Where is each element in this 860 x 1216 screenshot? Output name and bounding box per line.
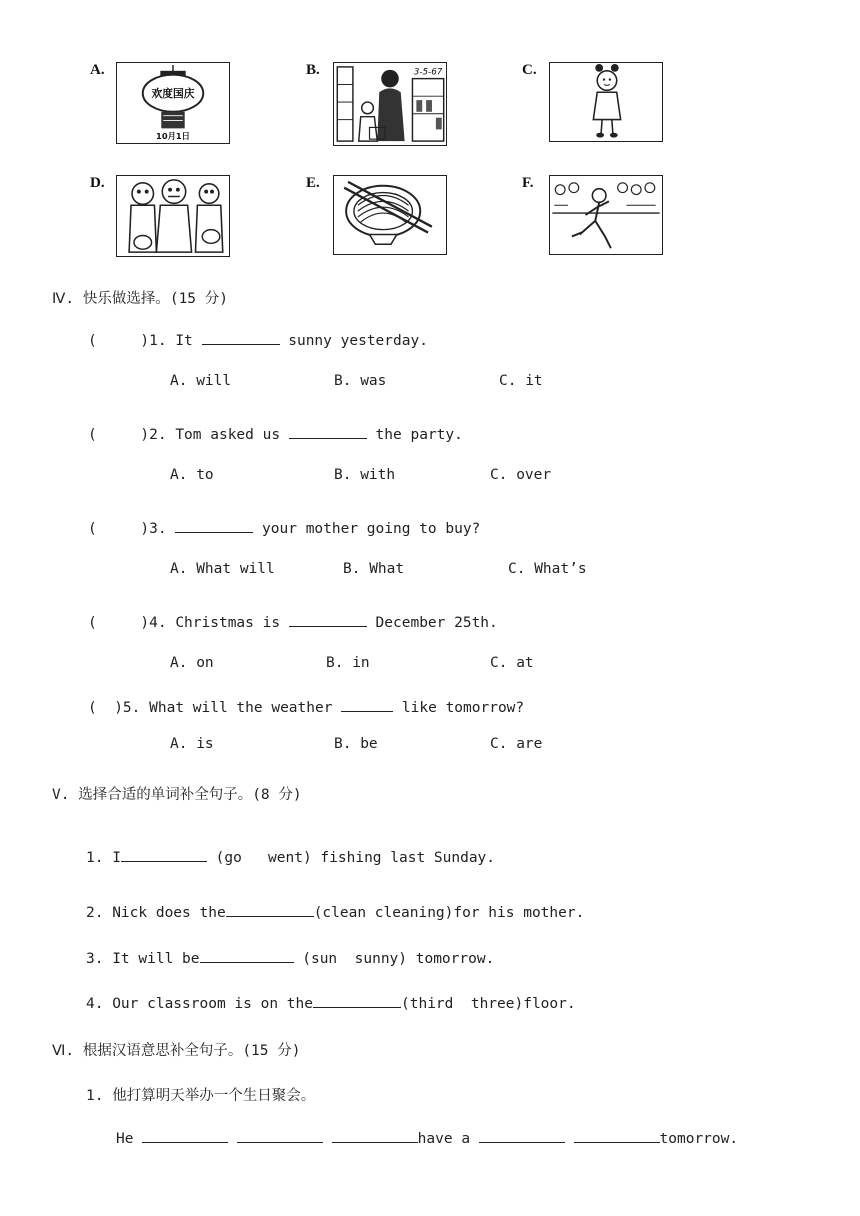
q5-option-a[interactable]: A. is [170, 736, 214, 752]
word-blank[interactable] [479, 1128, 565, 1143]
answer-bracket[interactable]: ( )5. [88, 700, 141, 716]
q1-option-a[interactable]: A. will [170, 373, 232, 389]
fill-item-3: 3. It will be (sun sunny) tomorrow. [86, 948, 494, 967]
answer-blank[interactable] [289, 612, 367, 627]
sports-race-illustration [550, 176, 662, 254]
question-5: ( )5. What will the weather like tomorrow? [88, 697, 524, 716]
fill-item-2: 2. Nick does the (clean cleaning)for his mother. [86, 902, 584, 921]
picture-a-label: A. [90, 62, 105, 78]
picture-a-lantern [116, 62, 230, 144]
halloween-illustration [117, 176, 229, 256]
q2-option-b[interactable]: B. with [334, 467, 396, 483]
fill-blank[interactable] [121, 847, 207, 862]
q3-option-a[interactable]: A. What will [170, 561, 275, 577]
answer-blank[interactable] [175, 518, 253, 533]
picture-b-supermarket [333, 62, 447, 146]
fill-blank[interactable] [226, 902, 314, 917]
answer-bracket[interactable]: ( )1. [88, 333, 167, 349]
fill-item-1: 1. I (go went) fishing last Sunday. [86, 847, 495, 866]
section-5-heading: V. 选择合适的单词补全句子。(8 分) [52, 787, 302, 803]
girl-illustration [550, 63, 662, 141]
question-3: ( )3. your mother going to buy? [88, 518, 480, 537]
fill-item-4: 4. Our classroom is on the (third three)floor. [86, 993, 576, 1012]
translation-item-1: 1. 他打算明天举办一个生日聚会。 [86, 1088, 316, 1104]
lantern-text: 欢度国庆 [151, 87, 195, 101]
answer-bracket[interactable]: ( )3. [88, 521, 167, 537]
word-blank[interactable] [237, 1128, 323, 1143]
answer-blank[interactable] [341, 697, 393, 712]
lantern-illustration [117, 63, 229, 143]
answer-bracket[interactable]: ( )2. [88, 427, 167, 443]
word-blank[interactable] [574, 1128, 660, 1143]
q4-option-b[interactable]: B. in [326, 655, 370, 671]
q5-option-c[interactable]: C. are [490, 736, 543, 752]
q2-option-c[interactable]: C. over [490, 467, 552, 483]
question-2: ( )2. Tom asked us the party. [88, 424, 463, 443]
picture-f-label: F. [522, 175, 534, 191]
supermarket-illustration [334, 63, 446, 145]
fill-blank[interactable] [313, 993, 401, 1008]
q5-option-b[interactable]: B. be [334, 736, 378, 752]
picture-e-label: E. [306, 175, 320, 191]
answer-bracket[interactable]: ( )4. [88, 615, 167, 631]
q1-option-c[interactable]: C. it [499, 373, 543, 389]
picture-b-label: B. [306, 62, 320, 78]
word-blank[interactable] [142, 1128, 228, 1143]
picture-f-sports-race [549, 175, 663, 255]
picture-d-label: D. [90, 175, 105, 191]
picture-c-girl [549, 62, 663, 142]
answer-blank[interactable] [289, 424, 367, 439]
lantern-date: 10月1日 [156, 131, 190, 142]
question-4: ( )4. Christmas is December 25th. [88, 612, 498, 631]
translation-answer-line: He have a tomorrow. [116, 1128, 738, 1147]
picture-c-label: C. [522, 62, 537, 78]
q1-option-b[interactable]: B. was [334, 373, 387, 389]
picture-d-halloween [116, 175, 230, 257]
answer-blank[interactable] [202, 330, 280, 345]
fill-blank[interactable] [200, 948, 294, 963]
q2-option-a[interactable]: A. to [170, 467, 214, 483]
section-4-heading: Ⅳ. 快乐做选择。(15 分) [52, 291, 228, 307]
word-blank[interactable] [332, 1128, 418, 1143]
store-sign: 3-5-67 [413, 67, 443, 78]
q4-option-c[interactable]: C. at [490, 655, 534, 671]
q3-option-b[interactable]: B. What [343, 561, 405, 577]
picture-e-noodles [333, 175, 447, 255]
section-6-heading: Ⅵ. 根据汉语意思补全句子。(15 分) [52, 1043, 301, 1059]
question-1: ( )1. It sunny yesterday. [88, 330, 428, 349]
noodles-illustration [334, 176, 446, 254]
q3-option-c[interactable]: C. What’s [508, 561, 587, 577]
q4-option-a[interactable]: A. on [170, 655, 214, 671]
